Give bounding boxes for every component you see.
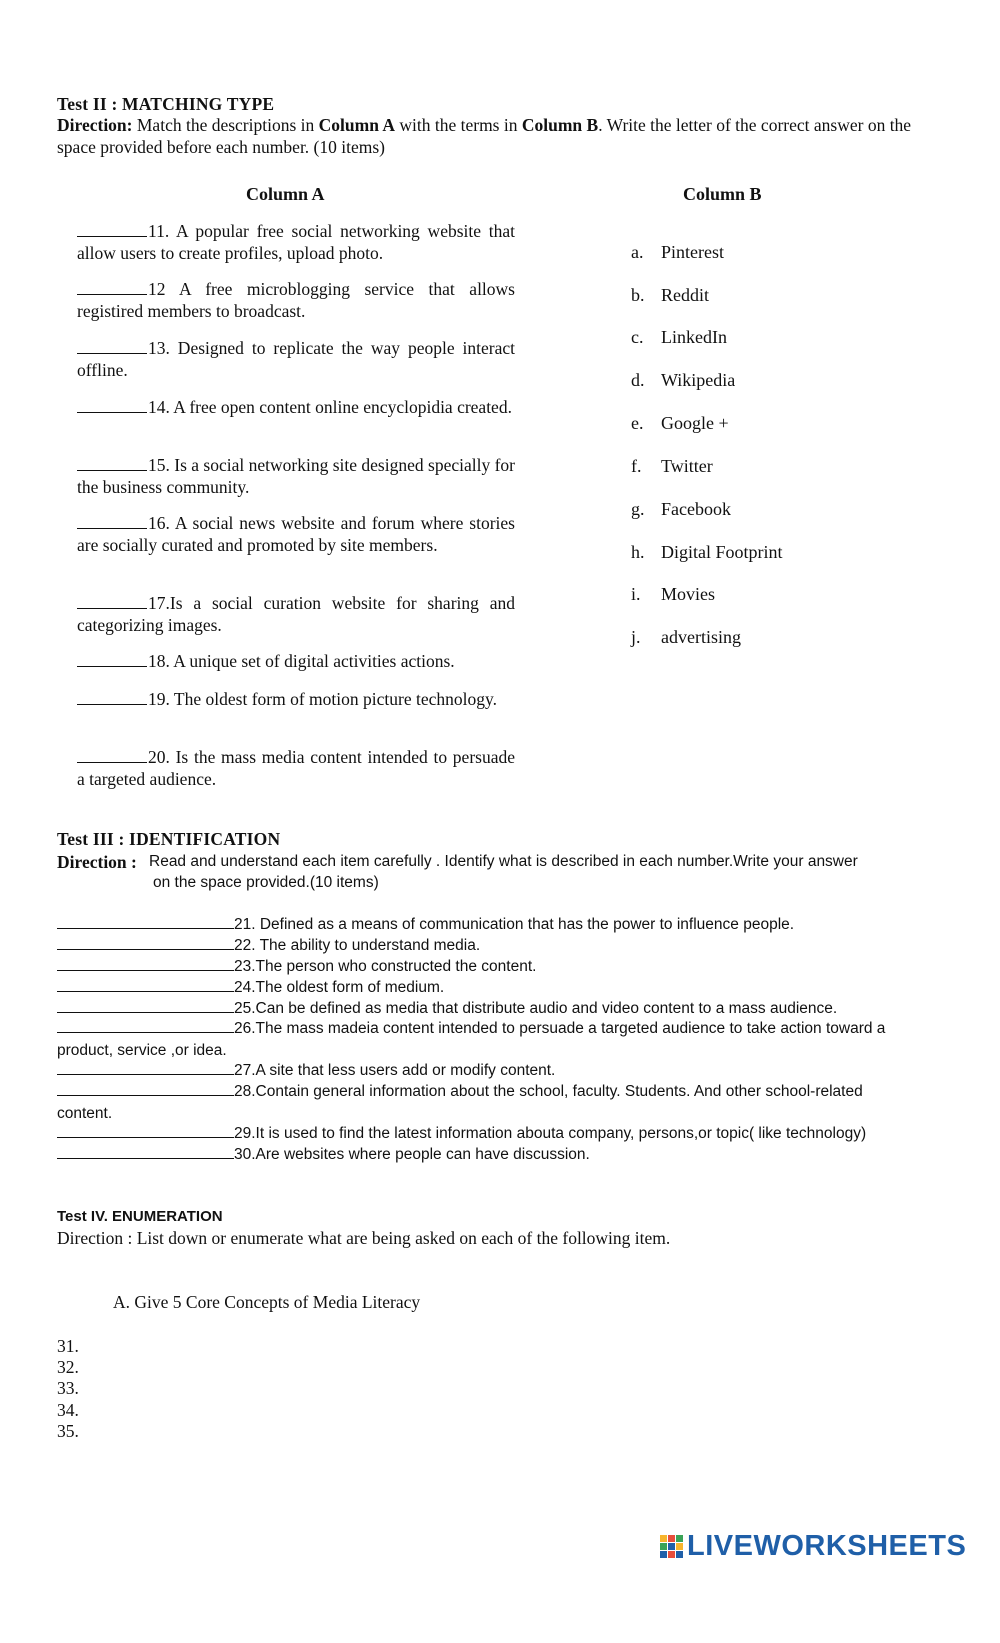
- answer-line[interactable]: [57, 977, 234, 992]
- answer-blank[interactable]: [77, 220, 147, 237]
- matching-item-18: 18. A unique set of digital activities actions.: [77, 650, 515, 672]
- answer-line[interactable]: [57, 998, 234, 1013]
- option-i: i. Movies: [631, 584, 715, 604]
- direction-label: Direction:: [57, 115, 133, 135]
- ident-item-26: 26.The mass madeia content intended to persuade a targeted audience to take action toward a product, service ,or idea.: [57, 1020, 886, 1059]
- answer-blank[interactable]: [77, 688, 147, 705]
- ident-item-22: 22. The ability to understand media.: [57, 935, 937, 957]
- answer-blank[interactable]: [77, 454, 147, 471]
- test4-direction: Direction : List down or enumerate what are being asked on each of the following item.: [57, 1228, 671, 1248]
- option-h: h. Digital Footprint: [631, 542, 783, 562]
- matching-item-19: 19. The oldest form of motion picture technology.: [77, 688, 515, 710]
- answer-blank[interactable]: [77, 396, 147, 413]
- enum-number-35: 35.: [57, 1421, 79, 1441]
- option-g: g. Facebook: [631, 499, 731, 519]
- option-a: a. Pinterest: [631, 242, 724, 262]
- test3-title: Test III : IDENTIFICATION: [57, 829, 281, 849]
- answer-blank[interactable]: [77, 650, 147, 667]
- ident-item-25: 25.Can be defined as media that distribute audio and video content to a mass audience.: [57, 998, 937, 1020]
- option-j: j. advertising: [631, 627, 741, 647]
- answer-line[interactable]: [57, 1060, 234, 1075]
- test3-direction-label: Direction :: [57, 852, 137, 872]
- ident-item-21: 21. Defined as a means of communication that has the power to influence people.: [57, 914, 937, 936]
- test3-direction-line2: on the space provided.(10 items): [153, 874, 379, 891]
- matching-item-15: 15. Is a social networking site designed specially for the business community.: [77, 455, 515, 497]
- matching-item-14: 14. A free open content online encyclopidia created.: [77, 396, 515, 418]
- enum-number-31: 31.: [57, 1336, 79, 1356]
- answer-line[interactable]: [57, 1144, 234, 1159]
- answer-line[interactable]: [57, 1081, 234, 1096]
- enum-number-33: 33.: [57, 1378, 79, 1398]
- enum-number-34: 34.: [57, 1400, 79, 1420]
- answer-line[interactable]: [57, 1018, 234, 1033]
- test4-subtitle: A. Give 5 Core Concepts of Media Literacy: [113, 1292, 421, 1312]
- option-b: b. Reddit: [631, 285, 709, 305]
- answer-blank[interactable]: [77, 278, 147, 295]
- ident-item-23: 23.The person who constructed the content.: [57, 956, 937, 978]
- test4-title: Test IV. ENUMERATION: [57, 1208, 223, 1225]
- answer-line[interactable]: [57, 914, 234, 929]
- answer-blank[interactable]: [77, 592, 147, 609]
- matching-item-16: 16. A social news website and forum where stories are socially curated and promoted by site members.: [77, 513, 515, 555]
- matching-item-11: 11. A popular free social networking website that allow users to create profiles, upload photo.: [77, 221, 515, 263]
- answer-line[interactable]: [57, 956, 234, 971]
- liveworksheets-logo: [660, 1530, 966, 1563]
- column-b-heading: Column B: [683, 184, 762, 204]
- answer-blank[interactable]: [77, 746, 147, 763]
- ident-item-30: 30.Are websites where people can have discussion.: [57, 1144, 937, 1166]
- test2-direction: Direction: Match the descriptions in Column A with the terms in Column B. Write the letter of the correct answer on the space provided before each number. (10 items): [57, 115, 912, 157]
- answer-line[interactable]: [57, 935, 234, 950]
- logo-grid-icon: [660, 1535, 683, 1558]
- ident-item-24: 24.The oldest form of medium.: [57, 977, 937, 999]
- logo-text: LIVEWORKSHEETS: [687, 1530, 967, 1562]
- option-e: e. Google +: [631, 413, 729, 433]
- option-c: c. LinkedIn: [631, 327, 727, 347]
- matching-item-20: 20. Is the mass media content intended to persuade a targeted audience.: [77, 747, 515, 789]
- enum-number-32: 32.: [57, 1357, 79, 1377]
- ident-item-28: 28.Contain general information about the school, faculty. Students. And other school-related content.: [57, 1083, 863, 1122]
- ident-item-27: 27.A site that less users add or modify content.: [57, 1060, 937, 1082]
- answer-line[interactable]: [57, 1123, 234, 1138]
- matching-item-17: 17.Is a social curation website for sharing and categorizing images.: [77, 593, 515, 635]
- column-a-heading: Column A: [246, 184, 325, 204]
- answer-blank[interactable]: [77, 512, 147, 529]
- ident-item-29: 29.It is used to find the latest information abouta company, persons,or topic( like technology): [57, 1123, 937, 1145]
- option-f: f. Twitter: [631, 456, 713, 476]
- test2-title: Test II : MATCHING TYPE: [57, 94, 275, 114]
- test3-direction-line1: Read and understand each item carefully . Identify what is described in each number.Write your answer: [149, 853, 858, 870]
- option-d: d. Wikipedia: [631, 370, 736, 390]
- matching-item-12: 12 A free microblogging service that allows registired members to broadcast.: [77, 279, 515, 321]
- matching-item-13: 13. Designed to replicate the way people interact offline.: [77, 338, 515, 380]
- answer-blank[interactable]: [77, 337, 147, 354]
